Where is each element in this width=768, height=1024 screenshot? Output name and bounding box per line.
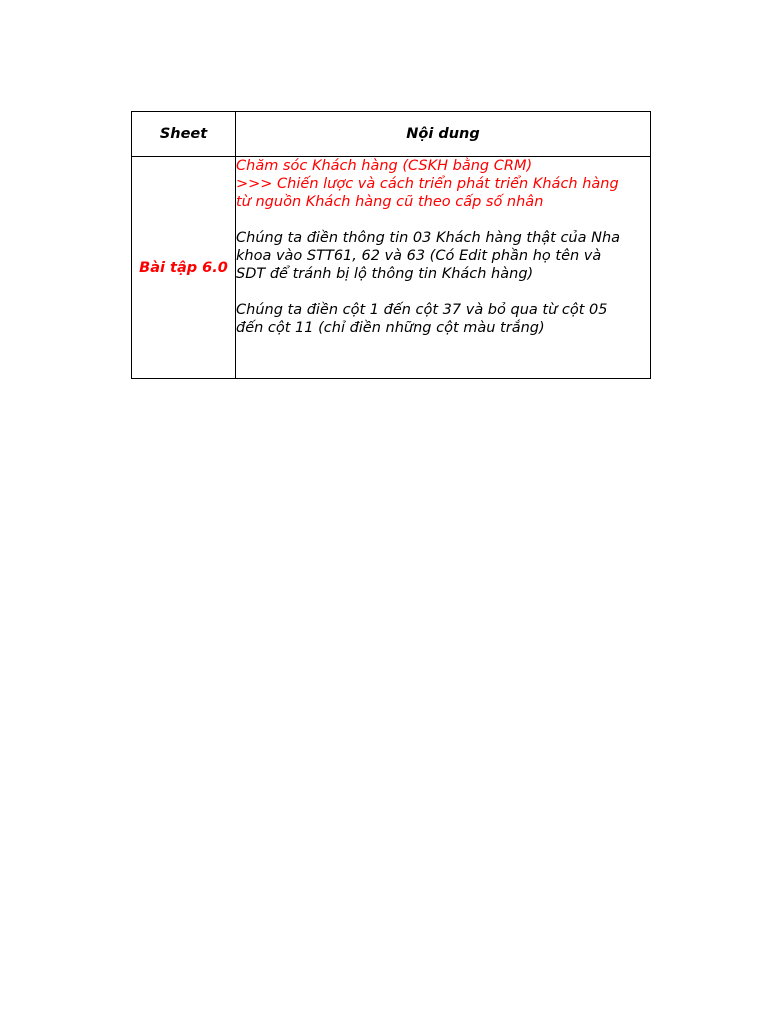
header-content: Nội dung: [236, 112, 651, 157]
table-row: [132, 157, 651, 379]
table-header-row: [132, 112, 651, 157]
content-cell: [236, 157, 651, 379]
content-paragraph-instruction-2: Chúng ta điền cột 1 đến cột 37 và bỏ qua từ cột 05 đến cột 11 (chỉ điền những cột màu trắng): [236, 302, 608, 336]
sheet-name-cell: Bài tập 6.0: [132, 157, 236, 379]
content-paragraph-instruction-1: Chúng ta điền thông tin 03 Khách hàng thật của Nha khoa vào STT61, 62 và 63 (Có Edit phần họ tên và SDT để tránh bị lộ thông tin Khách hàng): [236, 230, 621, 282]
content-paragraph-title: Chăm sóc Khách hàng (CSKH bằng CRM) >>> Chiến lược và cách triển phát triển Khách hàng từ nguồn Khách hàng cũ theo cấp số nhân: [236, 158, 619, 210]
exercise-table: [131, 111, 651, 379]
header-sheet: Sheet: [132, 112, 236, 157]
